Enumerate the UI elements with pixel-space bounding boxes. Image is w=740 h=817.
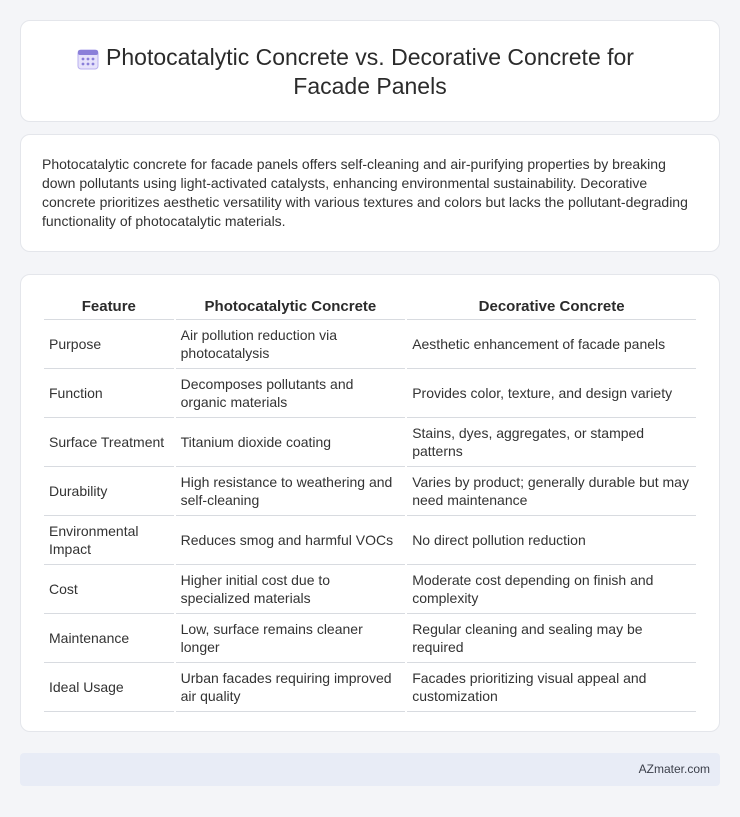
header-decorative: Decorative Concrete [407, 294, 696, 320]
table-row [44, 320, 696, 369]
feature-cell: Ideal Usage [44, 663, 174, 712]
feature-cell: Maintenance [44, 614, 174, 663]
table-row [44, 418, 696, 467]
decorative-cell: No direct pollution reduction [407, 516, 696, 565]
table-row [44, 467, 696, 516]
footer-brand[interactable]: AZmater.com [638, 762, 710, 776]
page-title: Photocatalytic Concrete vs. Decorative Concrete for Facade Panels [106, 44, 634, 99]
photocatalytic-cell: Reduces smog and harmful VOCs [176, 516, 406, 565]
photocatalytic-cell: Air pollution reduction via photocatalysis [176, 320, 406, 369]
footer-bar [20, 753, 720, 786]
photocatalytic-cell: Titanium dioxide coating [176, 418, 406, 467]
intro-paragraph: Photocatalytic concrete for facade panels offers self-cleaning and air-purifying properties by breaking down pollutants using light-activated catalysts, enhancing environmental sustainability. Decorative concrete prioritizes aesthetic versatility with various textures and colors but lacks the pollutant-degrading functionality of photocatalytic materials. [42, 156, 688, 229]
photocatalytic-cell: Higher initial cost due to specialized materials [176, 565, 406, 614]
feature-cell: Surface Treatment [44, 418, 174, 467]
decorative-cell: Varies by product; generally durable but may need maintenance [407, 467, 696, 516]
decorative-cell: Moderate cost depending on finish and complexity [407, 565, 696, 614]
decorative-cell: Provides color, texture, and design variety [407, 369, 696, 418]
photocatalytic-cell: Low, surface remains cleaner longer [176, 614, 406, 663]
comparison-table [42, 294, 698, 712]
feature-cell: Environmental Impact [44, 516, 174, 565]
table-row [44, 565, 696, 614]
feature-cell: Durability [44, 467, 174, 516]
header-feature: Feature [44, 294, 174, 320]
photocatalytic-cell: Urban facades requiring improved air quality [176, 663, 406, 712]
feature-cell: Cost [44, 565, 174, 614]
intro-card [20, 134, 720, 252]
decorative-cell: Regular cleaning and sealing may be required [407, 614, 696, 663]
photocatalytic-cell: Decomposes pollutants and organic materials [176, 369, 406, 418]
feature-cell: Purpose [44, 320, 174, 369]
decorative-cell: Stains, dyes, aggregates, or stamped patterns [407, 418, 696, 467]
title-card [20, 20, 720, 122]
photocatalytic-cell: High resistance to weathering and self-cleaning [176, 467, 406, 516]
header-photocatalytic: Photocatalytic Concrete [176, 294, 406, 320]
feature-cell: Function [44, 369, 174, 418]
table-row [44, 663, 696, 712]
table-row [44, 369, 696, 418]
table-row [44, 516, 696, 565]
decorative-cell: Aesthetic enhancement of facade panels [407, 320, 696, 369]
table-row [44, 614, 696, 663]
table-header-row [44, 294, 696, 320]
decorative-cell: Facades prioritizing visual appeal and customization [407, 663, 696, 712]
comparison-card [20, 274, 720, 732]
